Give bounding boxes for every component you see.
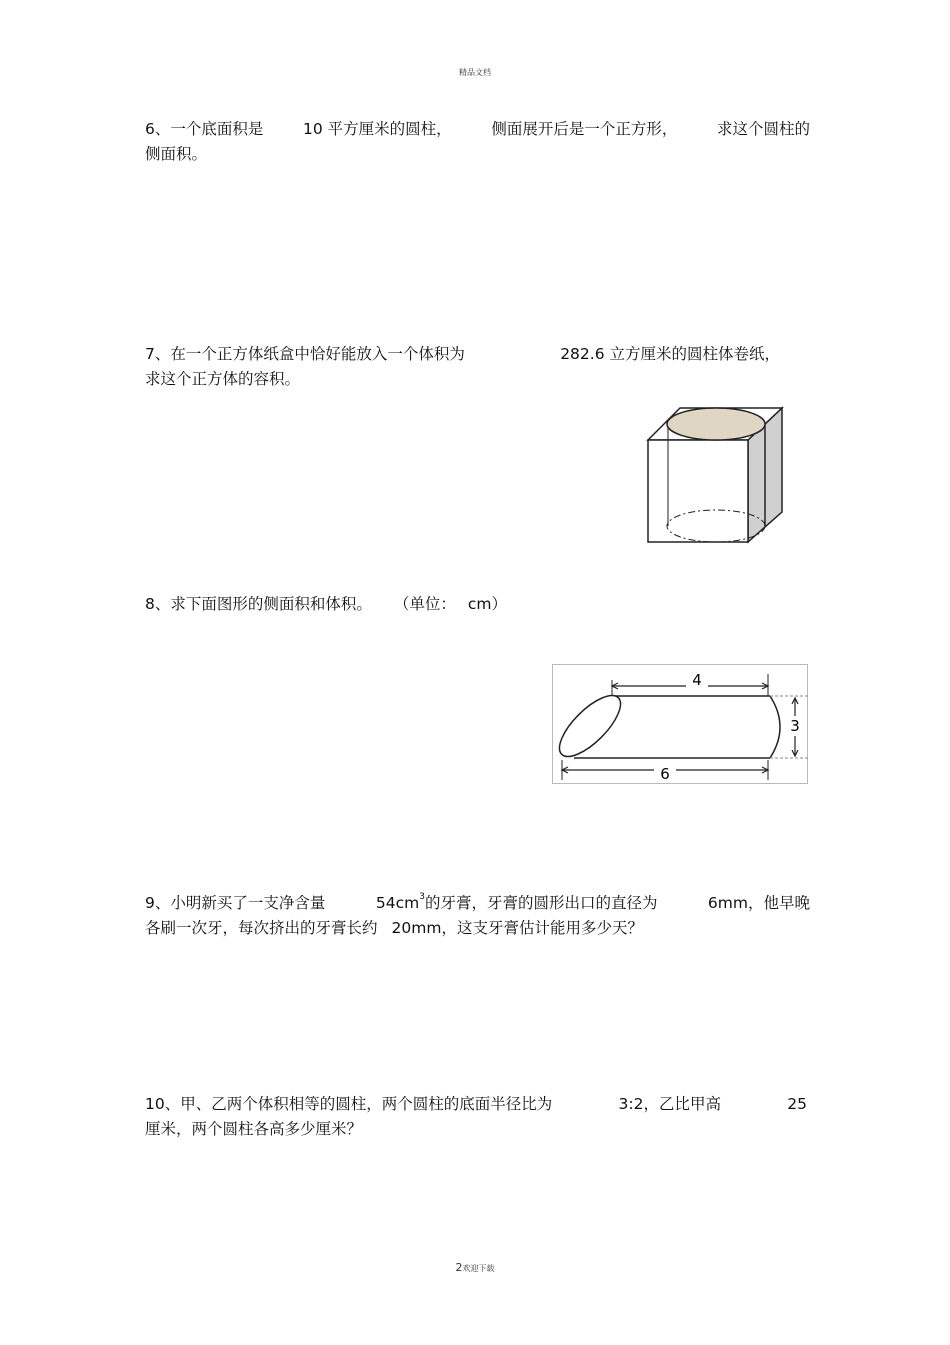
cylinder-top-ellipse — [667, 408, 765, 440]
q7-text-2: 282.6 立方厘米的圆柱体卷纸， — [560, 345, 780, 363]
q9-text-1: 9、小明新买了一支净含量 — [145, 894, 326, 912]
q9-text-3 — [708, 891, 810, 916]
q8-text-1: 8、求下面图形的侧面积和体积。 — [145, 595, 372, 613]
question-8-line-1 — [145, 592, 507, 617]
question-9 — [145, 891, 810, 941]
page-number: 2 — [455, 1261, 463, 1274]
q9-volume — [376, 891, 658, 916]
q9-text-6: 这支牙膏估计能用多少天？ — [456, 919, 643, 937]
question-10-line-2: 厘米，两个圆柱各高多少厘米？ — [145, 1120, 363, 1138]
q6-text-3: 侧面展开后是一个正方形， — [491, 120, 678, 138]
cube-cylinder-figure — [640, 402, 790, 548]
question-10-line-1 — [145, 1092, 807, 1117]
q10-text-1: 10、甲、乙两个体积相等的圆柱，两个圆柱的底面半径比为 — [145, 1095, 553, 1113]
q7-text-1: 7、在一个正方体纸盒中恰好能放入一个体积为 — [145, 345, 465, 363]
question-9-line-1 — [145, 891, 810, 916]
top-length-label: 4 — [692, 671, 702, 689]
q9-text-4: 他早晚 — [763, 894, 810, 912]
q9-text-5: 各刷一次牙，每次挤出的牙膏长约 — [145, 919, 378, 937]
question-6-line-1 — [145, 117, 810, 142]
question-6-line-2: 侧面积。 — [145, 145, 208, 163]
height-label: 3 — [790, 717, 800, 735]
q8-text-2: （单位： — [393, 595, 456, 613]
q9-volume-exponent: 3 — [419, 892, 425, 902]
q9-length: 20mm， — [391, 919, 457, 937]
question-10 — [145, 1092, 807, 1142]
q10-text-3: 25 — [787, 1095, 807, 1113]
question-7-line-1 — [145, 342, 780, 367]
question-7-line-2: 求这个正方体的容积。 — [145, 370, 301, 388]
question-6 — [145, 117, 810, 167]
q9-diameter: 6mm， — [707, 894, 764, 912]
q8-text-3: cm） — [467, 595, 508, 613]
cube-front-face — [648, 440, 748, 542]
question-9-line-2 — [145, 916, 810, 941]
slanted-cylinder-figure — [552, 664, 808, 784]
q6-text-2: 10 平方厘米的圆柱， — [303, 120, 452, 138]
page-header: 精品文档 — [459, 68, 491, 77]
question-8 — [145, 592, 507, 617]
question-7 — [145, 342, 810, 392]
page-footer — [0, 1261, 950, 1274]
q9-volume-value: 54cm — [375, 894, 420, 912]
q10-text-2: 3:2，乙比甲高 — [618, 1095, 721, 1113]
q6-text-1: 6、一个底面积是 — [145, 120, 264, 138]
bottom-length-label: 6 — [660, 765, 670, 783]
footer-text: 欢迎下载 — [462, 1264, 495, 1273]
q9-text-2: 的牙膏，牙膏的圆形出口的直径为 — [424, 894, 658, 912]
q6-text-4: 求这个圆柱的 — [716, 120, 810, 138]
